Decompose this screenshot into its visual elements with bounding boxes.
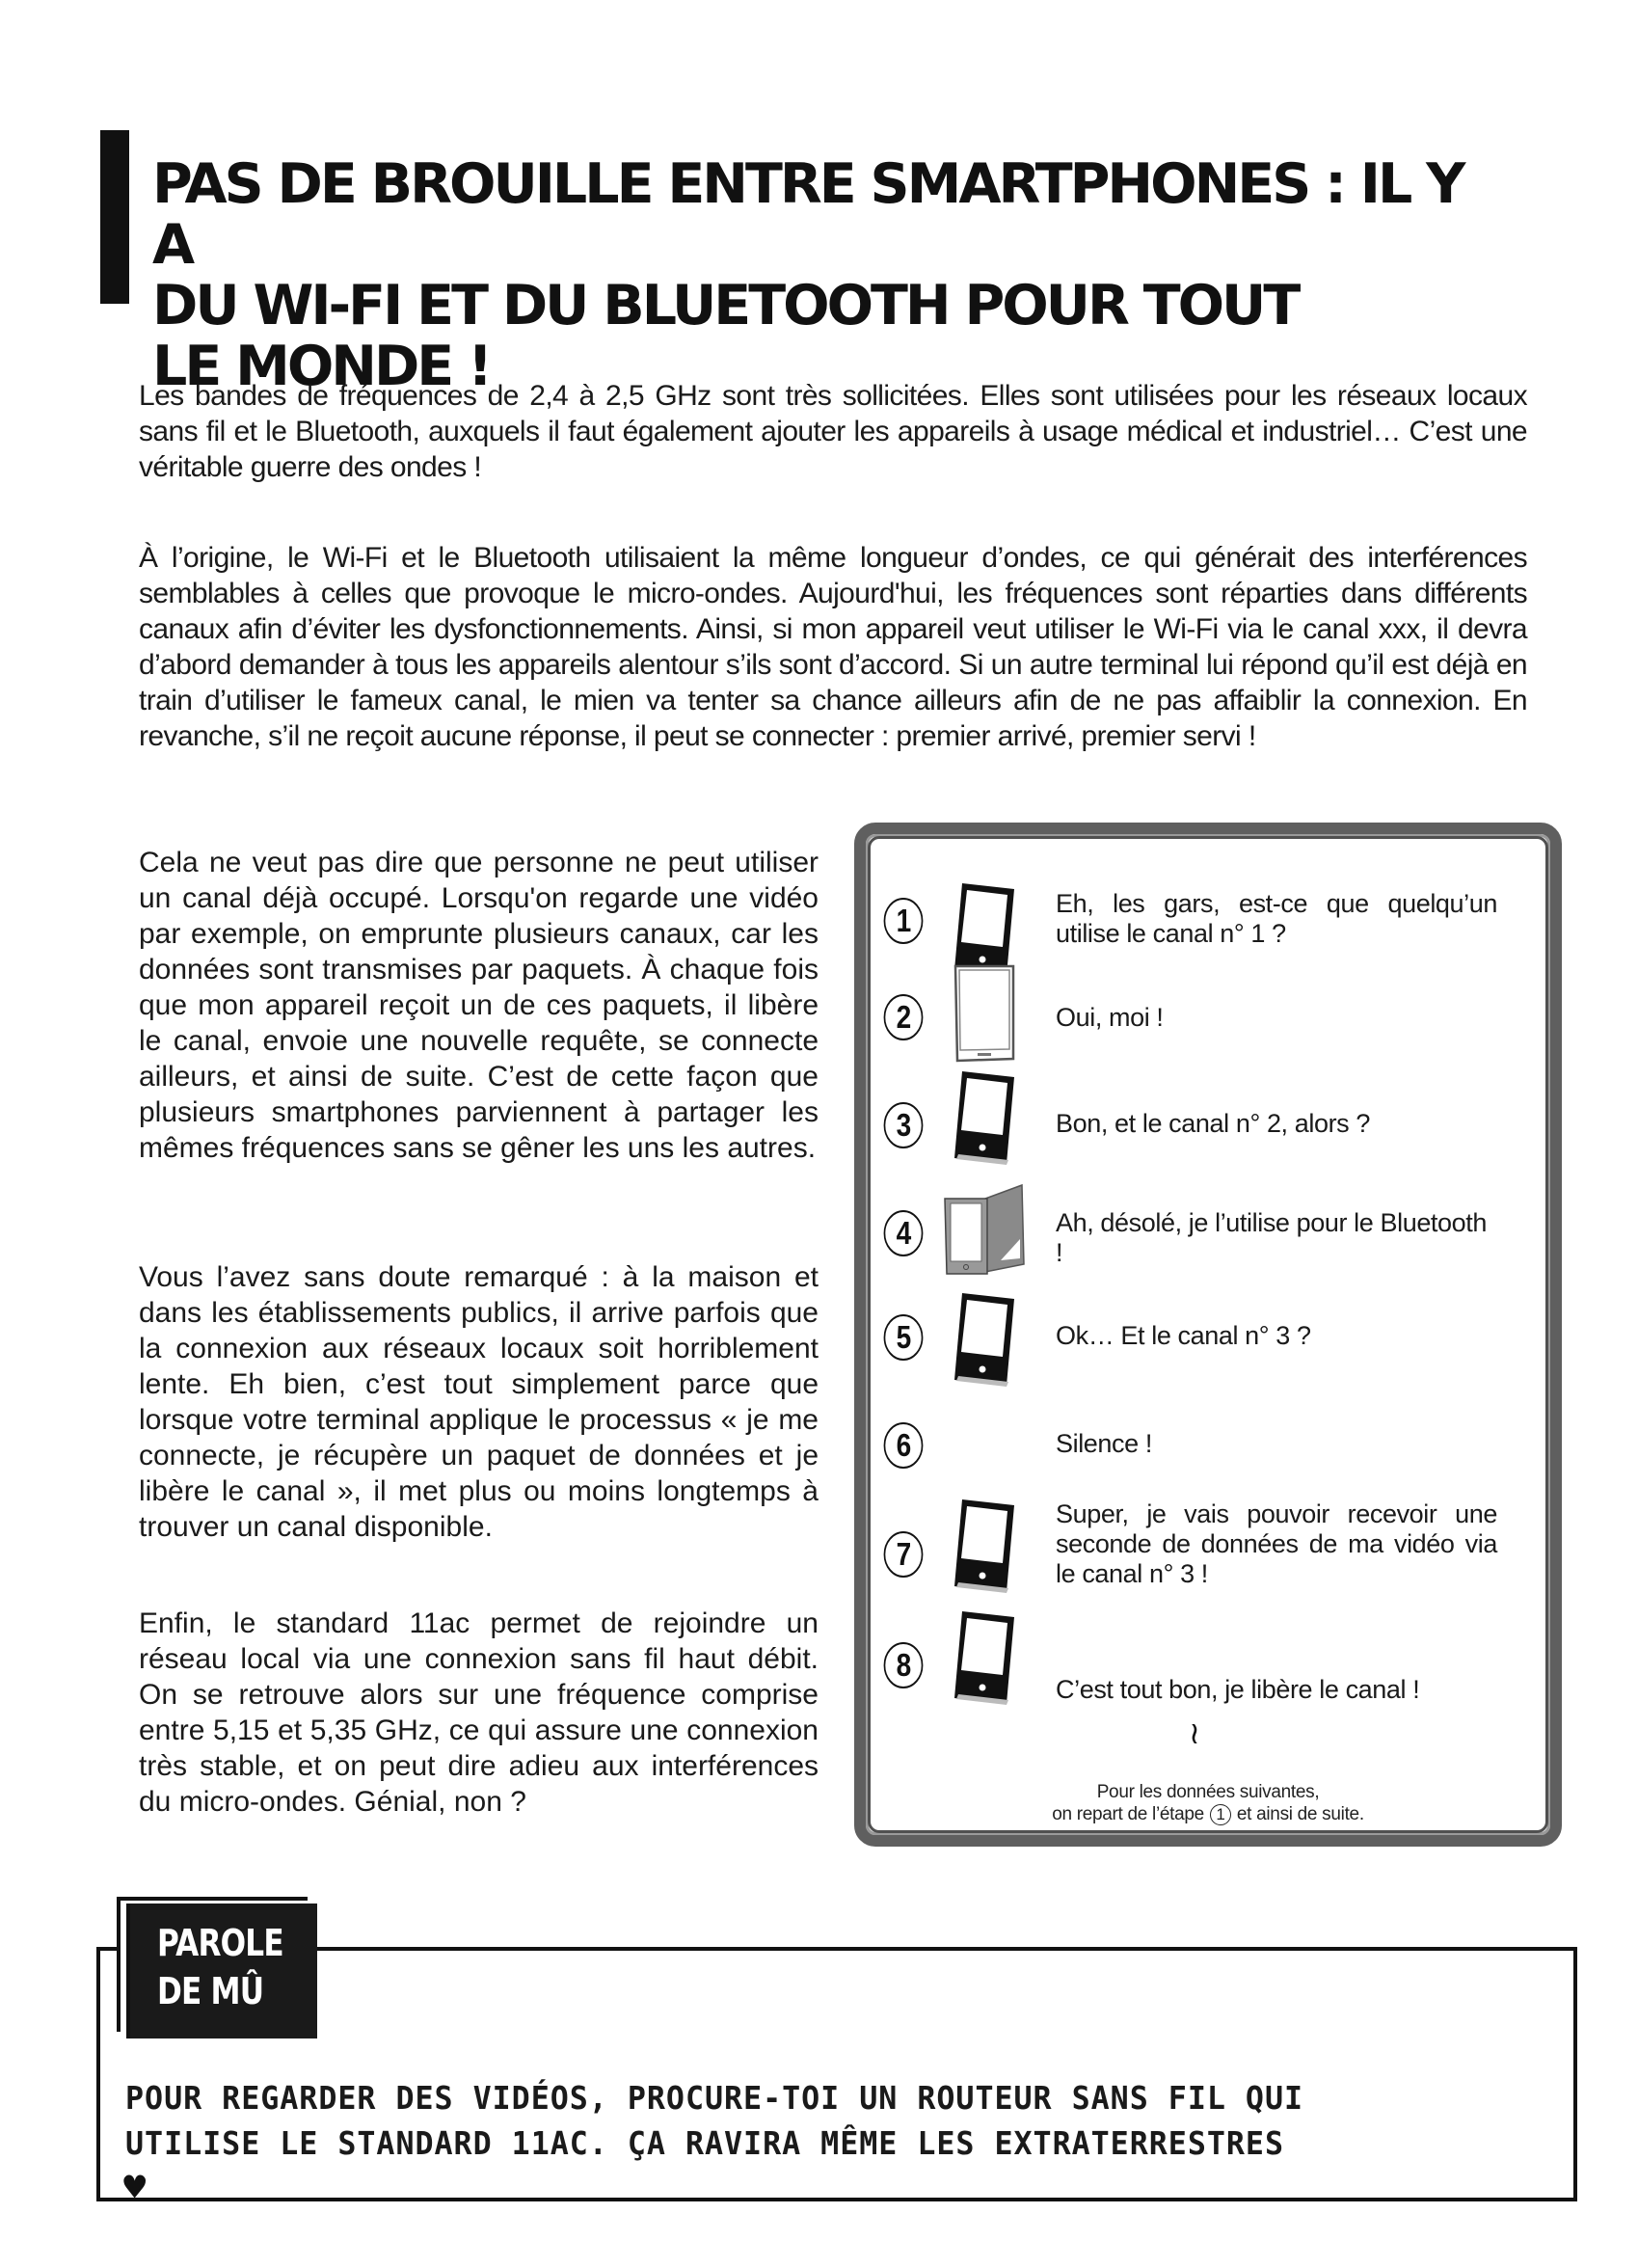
tip-text-line-2: UTILISE LE STANDARD 11AC. ÇA RAVIRA MÊME LES EXTRATERRESTRES [125,2124,1284,2162]
step-text: C’est tout bon, je libère le canal ! [1056,1675,1420,1704]
channel-dialog-panel [854,823,1562,1847]
step-number: 2 [884,994,924,1040]
body-paragraph-5 [139,1606,819,1820]
paragraph-text: À l’origine, le Wi-Fi et le Bluetooth utilisaient la même longueur d’ondes, ce qui générait des interférences semblables à celles que provoque le micro-ondes. Aujourd'hui, les fréquences sont réparties dans différents canaux afin d’éviter les dysfonctionnements. Ainsi, si mon appareil veut utiliser le Wi-Fi via le canal xxx, il devra d’abord demander à tous les appareils alentour s’ils sont d’accord. Si un autre terminal lui répond qu’il est déjà en train d’utiliser le fameux canal, le mien va tenter sa chance ailleurs afin de ne pas affaiblir la connexion. En revanche, s’il ne reçoit aucune réponse, il peut se connecter : premier arrivé, premier servi ! [139,542,1527,752]
paragraph-text: Vous l’avez sans doute remarqué : à la maison et dans les établissements publics, il arrive parfois que la connexion aux réseaux locaux soit horriblement lente. Eh bien, c’est tout simplement parce que lorsque votre terminal applique le processus « je me connecte, je récupère un paquet de données et je libère le canal », il met plus ou moins longtemps à trouver un canal disponible. [139,1261,819,1543]
step-number: 4 [884,1210,924,1256]
step-text: Oui, moi ! [1056,1003,1164,1032]
page-title [152,154,1502,397]
footer-line-2-after: et ainsi de suite. [1236,1804,1364,1824]
tip-text-line: POUR REGARDER DES VIDÉOS, PROCURE-TOI UN ROUTEUR SANS FIL QUI [125,2079,1304,2117]
continuation-tilde: ≀ [1189,1714,1200,1751]
step-reference-circle: 1 [1210,1804,1231,1825]
tip-label-line: PAROLE [157,1922,283,1964]
intro-paragraph-2 [139,540,1527,754]
phone-black-icon [953,1069,1016,1168]
phone-black-icon [953,1498,1016,1596]
body-paragraph-3 [139,845,819,1166]
step-number: 5 [884,1314,924,1361]
heart-icon: ♥ [123,2166,148,2210]
tip-label-text [157,1919,283,2015]
title-accent-bar [100,130,129,304]
footer-line-2 [866,1803,1550,1825]
tip-label-line: DE MÛ [157,1970,264,2012]
phone-case-icon [943,1183,1026,1276]
body-paragraph-4 [139,1259,819,1545]
tip-text-line [125,2120,1504,2211]
step-text: Eh, les gars, est-ce que quelqu’un utilise le canal n° 1 ? [1056,889,1497,948]
step-number: 8 [884,1642,924,1688]
step-text: Ah, désolé, je l’utilise pour le Bluetooth ! [1056,1208,1487,1267]
paragraph-text: Les bandes de fréquences de 2,4 à 2,5 GHz sont très sollicitées. Elles sont utilisées pour les réseaux locaux sans fil et le Bluetooth, auxquels il faut également ajouter les appareils à usage médical et industriel… C’est une véritable guerre des ondes ! [139,380,1527,483]
paragraph-text: Cela ne veut pas dire que personne ne peut utiliser un canal déjà occupé. Lorsqu'on regarde une vidéo par exemple, on emprunte plusieurs canaux, car les données sont transmises par paquets. À chaque fois que mon appareil reçoit un de ces paquets, il libère le canal, envoie une nouvelle requête, se connecte ailleurs, et ainsi de suite. C’est de cette façon que plusieurs smartphones parviennent à partager les mêmes fréquences sans se gêner les uns les autres. [139,847,819,1164]
phone-black-icon [953,1609,1016,1708]
paragraph-text: Enfin, le standard 11ac permet de rejoindre un réseau local via une connexion sans fil haut débit. On se retrouve alors sur une fréquence comprise entre 5,15 et 5,35 GHz, ce qui assure une connexion très stable, et on peut dire adieu aux interférences du micro-ondes. Génial, non ? [139,1607,819,1818]
footer-line-1: Pour les données suivantes, [1096,1782,1320,1802]
footer-line-2-before: on repart de l’étape [1052,1804,1204,1824]
step-text: Silence ! [1056,1429,1152,1458]
step-number: 3 [884,1102,924,1148]
step-number: 6 [884,1422,924,1469]
title-line: LE MONDE ! [152,335,491,398]
phone-outline-icon [953,963,1016,1064]
dialog-footer-note [866,1781,1550,1825]
step-text: Bon, et le canal n° 2, alors ? [1056,1109,1371,1138]
step-number: 1 [884,898,924,944]
title-line: PAS DE BROUILLE ENTRE SMARTPHONES : IL Y A [152,152,1463,277]
intro-paragraph-1 [139,378,1527,485]
tip-text [125,2075,1504,2211]
tip-label [126,1904,317,2038]
title-line: DU WI-FI ET DU BLUETOOTH POUR TOUT [152,274,1299,338]
step-text: Ok… Et le canal n° 3 ? [1056,1321,1311,1350]
phone-black-icon [953,1291,1016,1390]
step-number: 7 [884,1531,924,1578]
step-text: Super, je vais pouvoir recevoir une seconde de données de ma vidéo via le canal n° 3 ! [1056,1499,1497,1588]
